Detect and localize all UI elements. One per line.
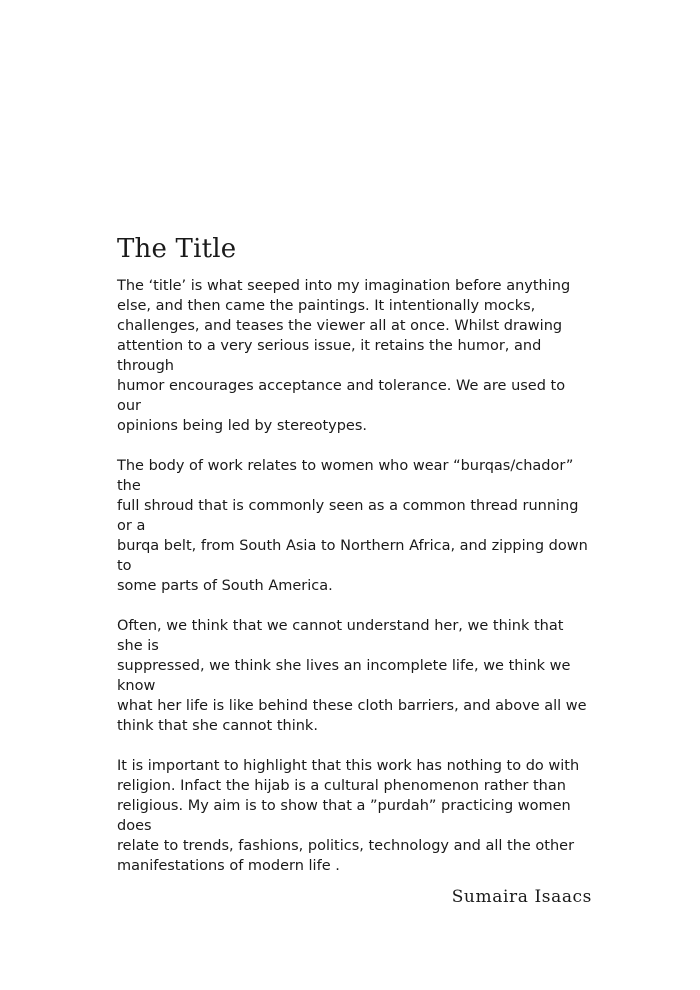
paragraph-title-intro: The ‘title’ is what seeped into my imagination before anything else, and then came the paintings. It intentionally mocks, challenges, and teases the viewer all at once. Whilst drawing attention to a very serious issue, it retains the humor, and through humor encourages acceptance and tolerance. We are used to our opinions being led by stereotypes.: [117, 278, 571, 434]
paragraph-religion: It is important to highlight that this work has nothing to do with religion. Infact the hijab is a cultural phenomenon rather than religious. My aim is to show that a ”purdah” practicing women does relate to trends, fashions, politics, technology and all the other manifestations of modern life .: [117, 758, 580, 874]
author-signature: Sumaira Isaacs: [451, 887, 592, 907]
document-page: [117, 232, 592, 908]
paragraph-perceptions: Often, we think that we cannot understand her, we think that she is suppressed, we think she lives an incomplete life, we think we know what her life is like behind these cloth barriers, and above all we think that she cannot think.: [117, 618, 587, 734]
page-title: The Title: [117, 234, 237, 264]
paragraph-body-of-work: The body of work relates to women who wear “burqas/chador” the full shroud that is commonly seen as a common thread running or a burqa belt, from South Asia to Northern Africa, and zipping down to some parts of South America.: [117, 458, 588, 594]
